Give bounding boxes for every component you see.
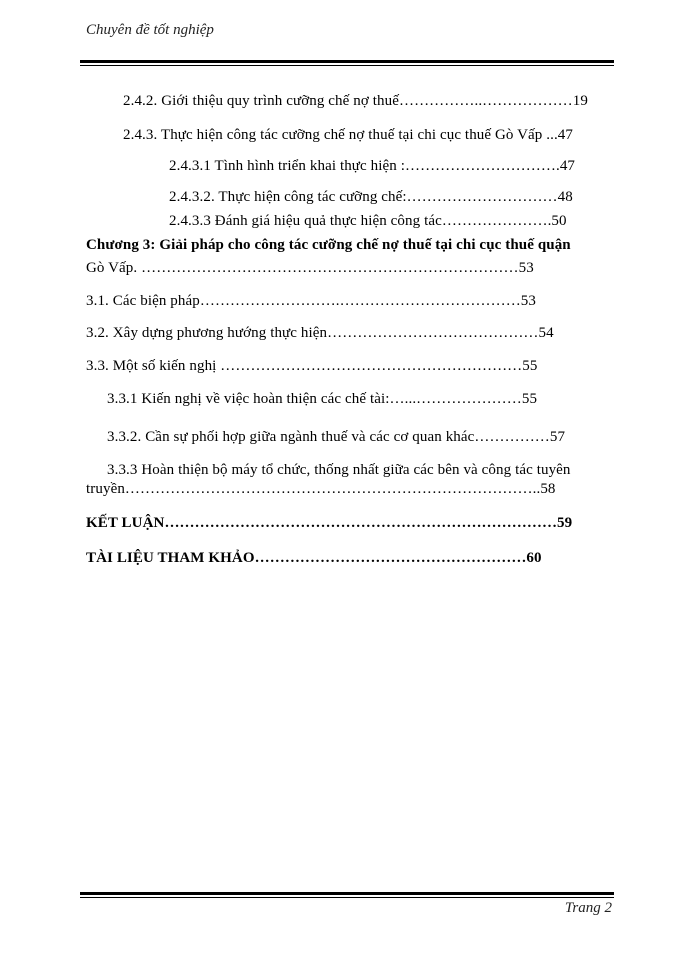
page-header-title: Chuyên đề tốt nghiệp xyxy=(86,22,214,38)
toc-entry-tai-lieu-tham-khao[interactable]: TÀI LIỆU THAM KHẢO………………………………………………60 xyxy=(86,550,542,566)
toc-entry-2-4-2[interactable]: 2.4.2. Giới thiệu quy trình cưỡng chế nợ thuế……………..………………19 xyxy=(123,93,588,109)
toc-entry-3-1[interactable]: 3.1. Các biện pháp……………………….………………………………53 xyxy=(86,293,537,309)
toc-entry-3-3-3[interactable]: 3.3.3 Hoàn thiện bộ máy tổ chức, thống nhất giữa các bên và công tác tuyên xyxy=(107,462,571,478)
footer-rule-thin xyxy=(80,897,614,898)
toc-entry-3-3-2[interactable]: 3.3.2. Cần sự phối hợp giữa ngành thuế và các cơ quan khác……………57 xyxy=(107,429,566,445)
toc-entry-chuong-3[interactable]: Chương 3: Giải pháp cho công tác cưỡng chế nợ thuế tại chi cục thuế quận xyxy=(86,237,571,253)
toc-entry-3-3[interactable]: 3.3. Một số kiến nghị ……………………………………………………55 xyxy=(86,358,538,374)
toc-entry-ket-luan[interactable]: KẾT LUẬN……………………………………………………………………59 xyxy=(86,515,573,531)
page-number: Trang 2 xyxy=(564,900,612,916)
toc-entry-3-3-1[interactable]: 3.3.1 Kiến nghị về việc hoàn thiện các chế tài:…...…………………55 xyxy=(107,391,538,407)
toc-entry-2-4-3-3[interactable]: 2.4.3.3 Đánh giá hiệu quả thực hiện công tác………………….50 xyxy=(169,213,567,229)
toc-entry-3-3-3-cont[interactable]: truyền………………………………………………………………………..58 xyxy=(86,481,556,497)
footer-rule-thick xyxy=(80,892,614,895)
toc-entry-2-4-3[interactable]: 2.4.3. Thực hiện công tác cưỡng chế nợ thuế tại chi cục thuế Gò Vấp ...47 xyxy=(123,127,573,143)
toc-entry-3-2[interactable]: 3.2. Xây dựng phương hướng thực hiện……………………………………54 xyxy=(86,325,554,341)
toc-entry-2-4-3-1[interactable]: 2.4.3.1 Tình hình triển khai thực hiện :………………………….47 xyxy=(169,158,576,174)
toc-entry-chuong-3-cont[interactable]: Gò Vấp. …………………………………………………………………53 xyxy=(86,260,534,276)
toc-entry-2-4-3-2[interactable]: 2.4.3.2. Thực hiện công tác cưỡng chế:…………………………48 xyxy=(169,189,573,205)
